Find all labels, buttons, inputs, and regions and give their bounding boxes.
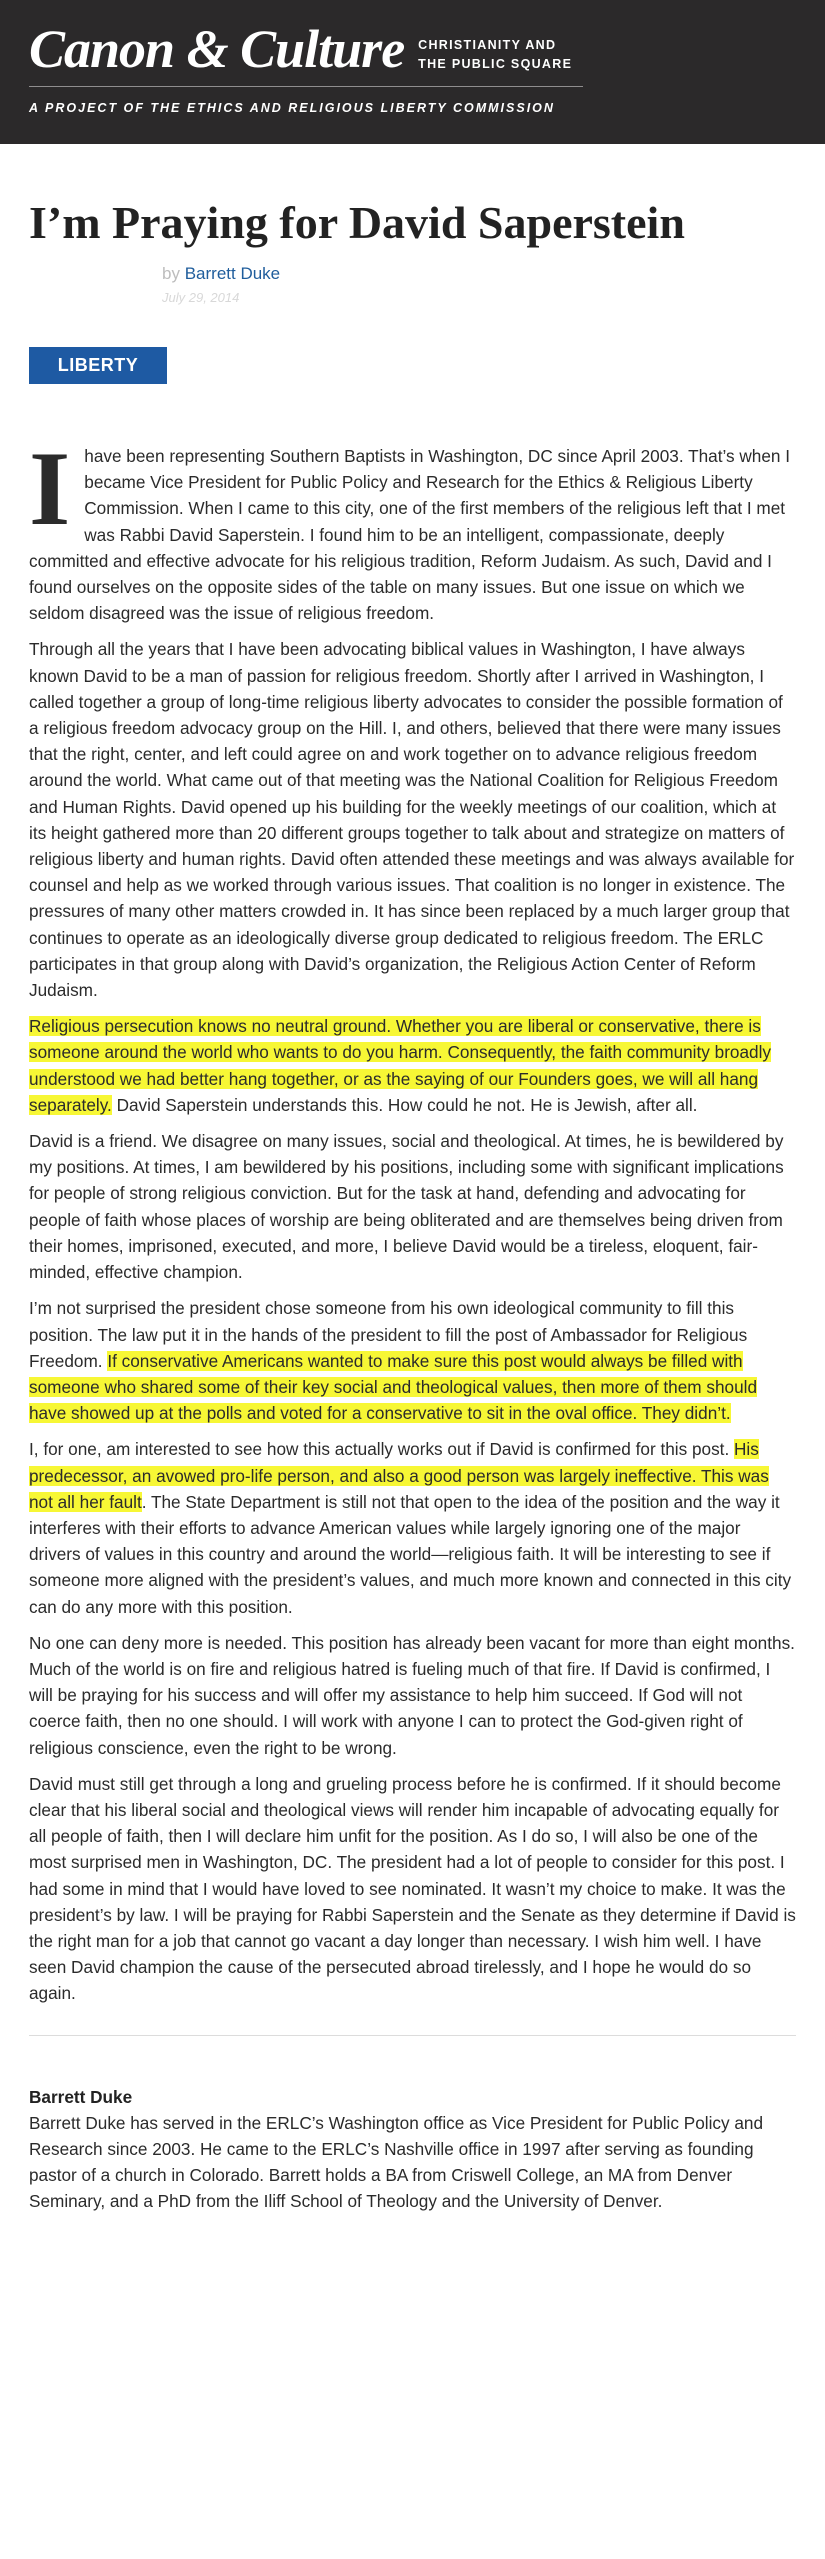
byline: [162, 264, 796, 284]
author-link[interactable]: Barrett Duke: [184, 264, 281, 283]
paragraph-5: [29, 1295, 796, 1426]
paragraph-2: Through all the years that I have been advocating biblical values in Washington, I have always known David to be a man of passion for religious freedom. Shortly after I arrived in Washington, I called together a group of long-time religious liberty advocates to consider the possible formation of a religious freedom advocacy group on the Hill. I, and others, believed that there were many issues that the right, center, and left could agree on and work together on to advance religious freedom around the world. What came out of that meeting was the National Coalition for Religious Freedom and Human Rights. David opened up his building for the weekly meetings of our coalition, which at its height gathered more than 20 different groups together to talk about and strategize on matters of religious liberty and human rights. David often attended these meetings and was always available for counsel and help as we worked through various issues. That coalition is no longer in existence. The pressures of many other matters crowded in. It has since been replaced by a much larger group that continues to operate as an ideologically diverse group dedicated to religious freedom. The ERLC participates in that group along with David’s organization, the Religious Action Center of Reform Judaism.: [29, 639, 795, 1001]
highlighted-quote: If conservative Americans wanted to make sure this post would always be filled with someone who shared some of their key social and theological values, then more of them should have showed up at the polls and voted for a conservative to sit in the oval office. They didn’t.: [29, 1350, 758, 1424]
paragraph-6: [29, 1436, 796, 1619]
tagline-line-1: CHRISTIANITY AND: [418, 38, 557, 52]
drop-cap: I: [29, 430, 71, 547]
author-bio: [29, 2084, 796, 2215]
site-logo[interactable]: Canon & Culture: [29, 19, 405, 79]
header-divider: [29, 86, 583, 87]
paragraph-4: David is a friend. We disagree on many issues, social and theological. At times, he is bewildered by my positions. At times, I am bewildered by his positions, including some with significant implications for people of strong religious conviction. But for the task at hand, defending and advocating for people of faith whose places of worship are being obliterated and are themselves being driven from their homes, imprisoned, executed, and more, I believe David would be a tireless, eloquent, fair-minded, effective champion.: [29, 1131, 784, 1283]
paragraph-6-start: I, for one, am interested to see how this actually works out if David is confirmed for this post.: [29, 1439, 734, 1460]
site-tagline: [418, 36, 572, 74]
site-subtitle: A PROJECT OF THE ETHICS AND RELIGIOUS LIBERTY COMMISSION: [29, 101, 555, 115]
article: [0, 196, 825, 2214]
byline-prefix: by: [162, 264, 180, 283]
paragraph-3-rest: David Saperstein understands this. How could he not. He is Jewish, after all.: [111, 1094, 698, 1115]
post-date: July 29, 2014: [162, 290, 240, 305]
article-title: I’m Praying for David Saperstein: [29, 197, 685, 248]
paragraph-3: [29, 1013, 796, 1118]
bio-text: Barrett Duke has served in the ERLC’s Washington office as Vice President for Public Policy and Research since 2003. He came to the ERLC’s Nashville office in 1997 after serving as founding pastor of a church in Colorado. Barrett holds a BA from Criswell College, an MA from Denver Seminary, and a PhD from the Iliff School of Theology and the University of Denver.: [29, 2112, 764, 2212]
paragraph-7: No one can deny more is needed. This position has already been vacant for more than eight months. Much of the world is on fire and religious hatred is fueling much of that fire. If David is confirmed, I will be praying for his success and will offer my assistance to help him succeed. If God will not coerce faith, then no one should. I will work with anyone I can to protect the God-given right of religious conscience, even the right to be wrong.: [29, 1632, 795, 1758]
tagline-line-2: THE PUBLIC SQUARE: [418, 57, 573, 71]
category-tag-liberty[interactable]: LIBERTY: [29, 347, 167, 384]
site-header: [0, 0, 825, 144]
paragraph-1: [29, 430, 796, 626]
paragraph-5-start: I’m not surprised the president chose someone from his own ideological community to fill this position. The law put it in the hands of the president to fill the post of Ambassador for Religious Freedom.: [29, 1298, 748, 1371]
highlighted-quote: His predecessor, an avowed pro-life person, and also a good person was largely ineffective. This was not all her fault: [29, 1439, 769, 1512]
brand-row: [29, 19, 796, 79]
paragraph-1-text: have been representing Southern Baptists in Washington, DC since April 2003. That’s when I became Vice President for Public Policy and Research for the Ethics & Religious Liberty Commission. When I came to this city, one of the first members of the religious left that I met was Rabbi David Saperstein. I found him to be an intelligent, compassionate, deeply committed and effective advocate for his religious tradition, Reform Judaism. As such, David and I found ourselves on the opposite sides of the table on many issues. But one issue on which we seldom disagreed was the issue of religious freedom.: [29, 446, 791, 624]
highlighted-quote: Religious persecution knows no neutral ground. Whether you are liberal or conservative, there is someone around the world who wants to do you harm. Consequently, the faith community broadly understood we had better hang together, or as the saying of our Founders goes, we will all hang separately.: [29, 1016, 772, 1115]
bio-author-name: Barrett Duke: [29, 2086, 133, 2107]
article-body: [29, 430, 796, 2007]
paragraph-6-rest: . The State Department is still not that open to the idea of the position and the way it interferes with their efforts to advance American values while largely ignoring one of the major drivers of values in this country and around the world—religious faith. It will be interesting to see if someone more aligned with the president’s values, and much more known and connected in this city can do any more with this position.: [29, 1491, 792, 1617]
bio-divider: [29, 2035, 796, 2036]
paragraph-8: David must still get through a long and grueling process before he is confirmed. If it should become clear that his liberal social and theological views will render him incapable of advocating equally for all people of faith, then I will declare him unfit for the position. As I do so, I will also be one of the most surprised men in Washington, DC. The president had a lot of people to consider for this post. I had some in mind that I would have loved to see nominated. It wasn’t my choice to make. It was the president’s by law. I will be praying for Rabbi Saperstein and the Senate as they determine if David is the right man for a job that cannot go vacant a day longer than necessary. I wish him well. I have seen David champion the cause of the persecuted abroad tirelessly, and I hope he would do so again.: [29, 1773, 796, 2004]
